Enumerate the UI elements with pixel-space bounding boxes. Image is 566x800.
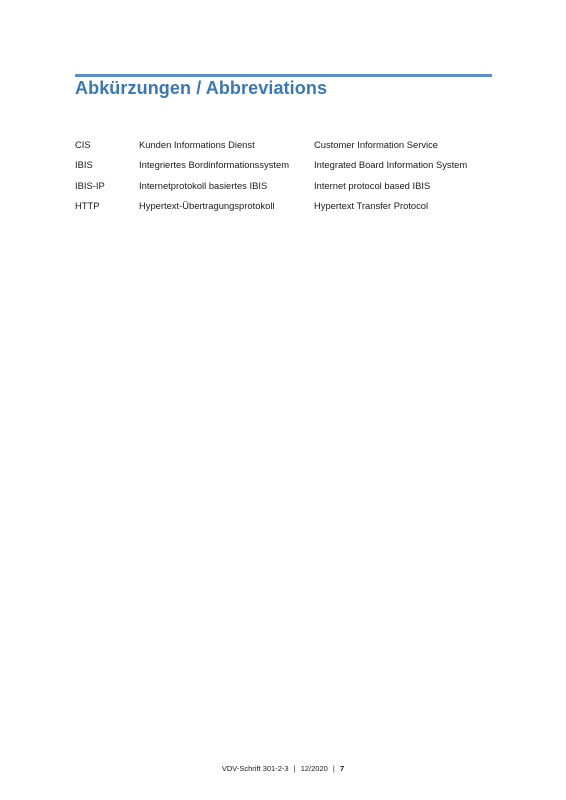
english-term-cell: Internet protocol based IBIS <box>314 179 431 191</box>
english-term-cell: Hypertext Transfer Protocol <box>314 200 429 212</box>
footer-document-name: VDV-Schrift 301-2-3 <box>221 764 289 773</box>
abbreviation-cell: HTTP <box>75 200 100 212</box>
english-term-cell: Integrated Board Information System <box>314 159 468 171</box>
footer-separator: | <box>332 764 335 773</box>
german-term-cell: Internetprotokoll basiertes IBIS <box>139 179 268 191</box>
table-row <box>75 134 494 155</box>
abbreviation-cell: IBIS-IP <box>75 179 105 191</box>
abbreviations-table <box>75 134 494 216</box>
heading-rule <box>75 74 492 77</box>
footer-page-number: 7 <box>339 764 345 773</box>
table-row <box>75 175 494 196</box>
footer-separator: | <box>293 764 296 773</box>
english-term-cell: Customer Information Service <box>314 138 439 150</box>
german-term-cell: Hypertext-Übertragungsprotokoll <box>139 200 275 212</box>
page-heading: Abkürzungen / Abbreviations <box>75 78 328 98</box>
footer-date: 12/2020 <box>300 764 328 773</box>
german-term-cell: Kunden Informations Dienst <box>139 138 255 150</box>
table-row <box>75 196 494 217</box>
page-footer <box>0 764 566 773</box>
german-term-cell: Integriertes Bordinformationssystem <box>139 159 290 171</box>
table-row <box>75 155 494 176</box>
abbreviation-cell: CIS <box>75 138 91 150</box>
abbreviation-cell: IBIS <box>75 159 93 171</box>
